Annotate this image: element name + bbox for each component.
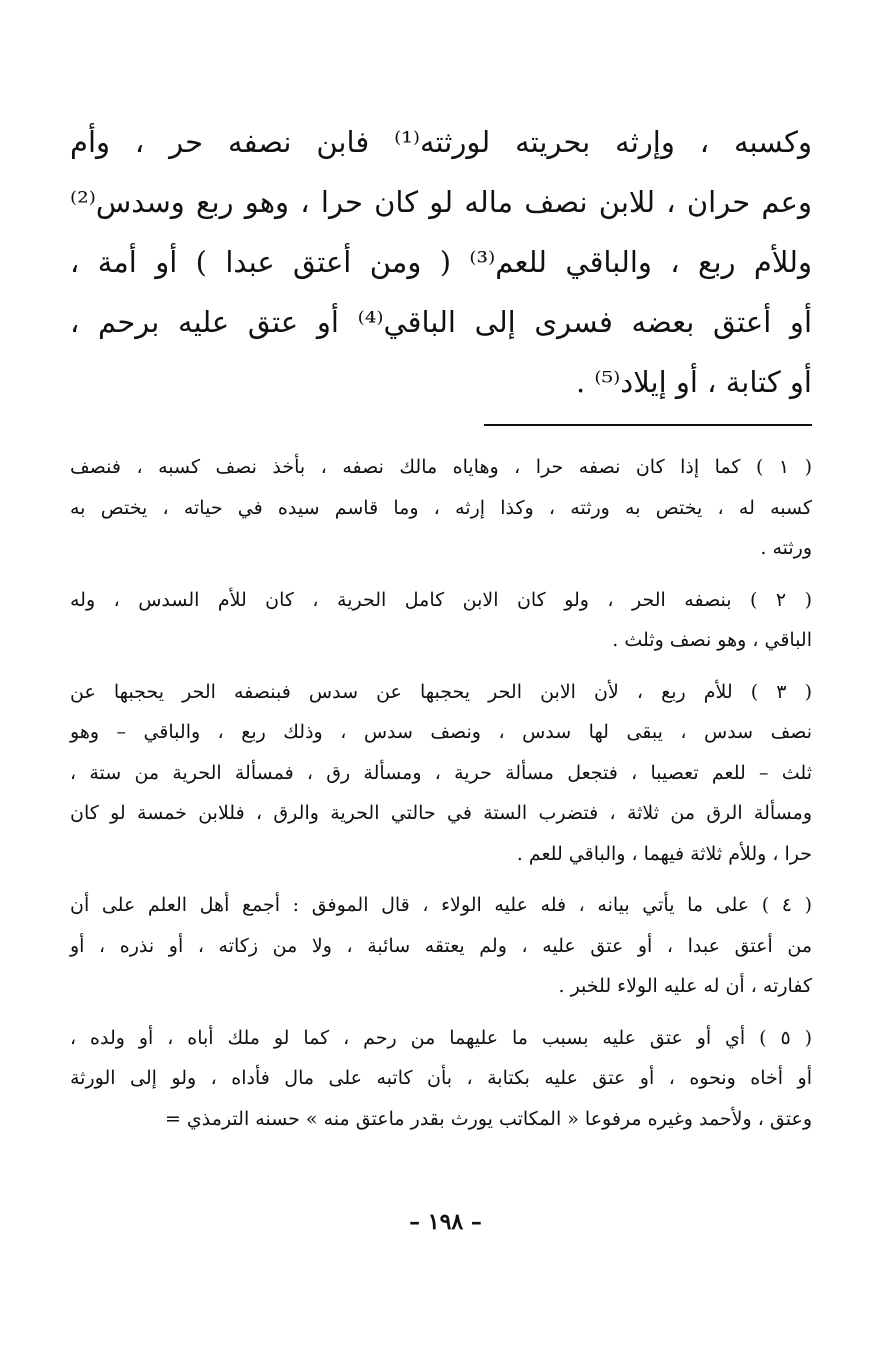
footnote-line: ( ٤ ) على ما يأتي بيانه ، فله عليه الولاء ، قال الموفق : أجمع أهل العلم على أن	[70, 894, 812, 916]
footnote-line: ( ٢ ) بنصفه الحر ، ولو كان الابن كامل الحرية ، كان للأم السدس ، وله	[70, 588, 813, 611]
footnote-line: الباقي ، وهو نصف وثلث .	[612, 629, 812, 651]
main-text	[70, 112, 812, 412]
main-text-line: وكسبه ، وإرثه بحريته لورثته⁽¹⁾ فابن نصفه حر ، وأم	[70, 125, 812, 159]
main-text-line: وللأم ربع ، والباقي للعم⁽³⁾ ( ومن أعتق عبدا ) أو أمة ،	[70, 245, 812, 279]
footnote-1	[70, 447, 812, 569]
footnote-4	[70, 885, 812, 1007]
footnote-line: ومسألة الرق من ثلاثة ، فتضرب الستة في حالتي الحرية والرق ، فللابن خمسة لو كان	[70, 802, 812, 824]
footnote-line: كفارته ، أن له عليه الولاء للخبر .	[558, 975, 812, 997]
footnote-3	[70, 672, 812, 875]
footnotes	[70, 447, 812, 1139]
footnote-line: من أعتق عبدا ، أو عتق عليه ، ولم يعتقه سائبة ، ولا من زكاته ، أو نذره ، أو	[70, 934, 812, 957]
footnote-line: ( ١ ) كما إذا كان نصفه حرا ، وهاياه مالك نصفه ، بأخذ نصف كسبه ، فنصف	[70, 456, 813, 478]
footnote-line: وعتق ، ولأحمد وغيره مرفوعا « المكاتب يورث بقدر ماعتق منه » حسنه الترمذي =	[164, 1107, 812, 1130]
footnote-line: كسبه له ، يختص به ورثته ، وكذا إرثه ، وما قاسم سيده في حياته ، يختص به	[70, 496, 812, 519]
footnote-line: حرا ، وللأم ثلاثة فيهما ، والباقي للعم .	[516, 842, 812, 865]
main-text-line: وعم حران ، للابن نصف ماله لو كان حرا ، وهو ربع وسدس⁽²⁾	[70, 185, 812, 219]
main-text-line: أو كتابة ، أو إيلاد⁽⁵⁾ .	[575, 365, 812, 399]
main-text-line: أو أعتق بعضه فسرى إلى الباقي⁽⁴⁾ أو عتق عليه برحم ،	[70, 305, 812, 339]
footnote-line: ثلث – للعم تعصيبا ، فتجعل مسألة حرية ، ومسألة رق ، فمسألة الحرية من ستة ،	[70, 761, 812, 784]
footnote-line: أو أخاه ونحوه ، أو عتق عليه بكتابة ، بأن كاتبه على مال فأداه ، ولو إلى الورثة	[70, 1067, 812, 1089]
page-number: – ١٩٨ –	[409, 1209, 482, 1235]
footnote-5	[70, 1018, 812, 1140]
footnote-separator	[484, 424, 812, 426]
footnote-line: نصف سدس ، يبقى لها سدس ، ونصف سدس ، وذلك ربع ، والباقي – وهو	[70, 721, 812, 743]
footnote-line: ( ٣ ) للأم ربع ، لأن الابن الحر يحجبها عن سدس فبنصفه الحر يحجبها عن	[70, 680, 813, 703]
footnote-line: ( ٥ ) أي أو عتق عليه بسبب ما عليهما من رحم ، كما لو ملك أباه ، أو ولده ،	[70, 1026, 812, 1049]
footnote-line: ورثته .	[760, 537, 812, 559]
footnote-2	[70, 580, 812, 661]
